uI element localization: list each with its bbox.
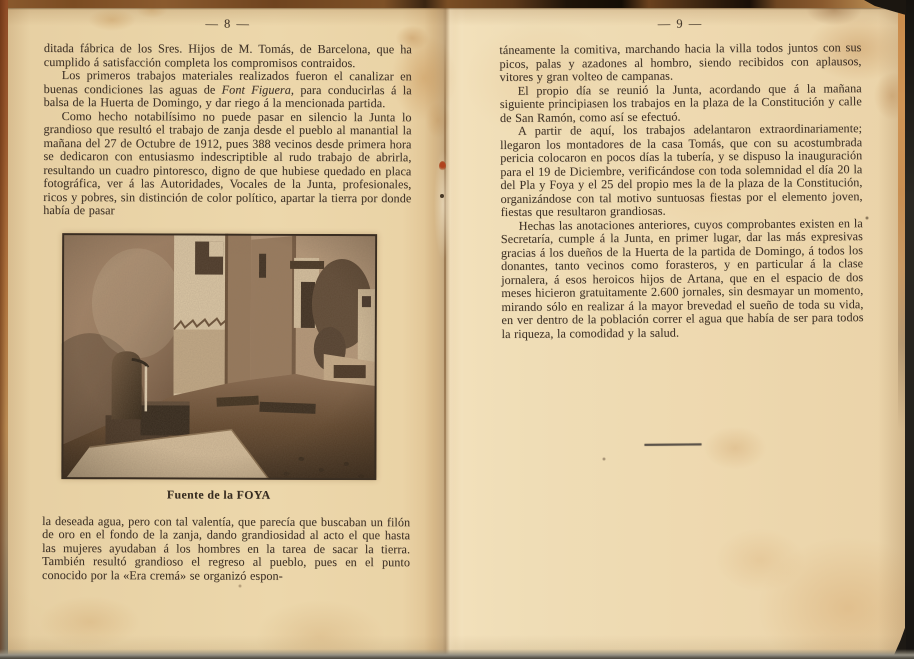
paragraph: Hechas las anotaciones anteriores, cuyos comprobantes existen en la Secretaría, cumple á la Junta, en primer lugar, dar las más expresivas gracias á los dueños de la Huerta de la partida de Domingo, á todos los donantes, tanto vecinos como forasteros, y en particular á la clase jornalera, á esos heroicos hijos de Artana, que en el espacio de dos meses hicieron gratuitamente 2.600 jornales, sin desmayar un momento, mirando sólo en realizar á la mayor brevedad el sueño de toda su vida, en ver dentro de la población correr el agua que había de ser para todos la riqueza, la comodidad y la salud. (500, 215, 864, 341)
paragraph (44, 69, 412, 111)
page-number-left: — 8 — (205, 16, 251, 31)
section-divider-rule (644, 443, 701, 445)
scan-edge-bottom (0, 649, 914, 659)
rust-speck (439, 161, 446, 171)
photo-fuente-de-la-foya (61, 233, 377, 480)
paragraph-text: Los primeros trabajos materiales realizados fueron el canalizar en buenas condiciones las aguas de (43, 68, 412, 97)
paragraph-italic-text: Font Figuera (221, 82, 291, 97)
photo-illustration (61, 233, 377, 480)
paragraph: ditada fábrica de los Sres. Hijos de M. Tomás, de Barcelona, que ha cumplido á satisfacción completa los compromisos contraidos. (43, 40, 412, 70)
photo-caption: Fuente de la FOYA (166, 486, 271, 502)
left-page (42, 0, 412, 583)
paragraph: táneamente la comitiva, marchando hacia la villa todos juntos con sus picos, palas y azadones al hombro, siendo recibidos con aplausos, vitores y gran volteo de campanas. (499, 40, 862, 84)
paragraph: la deseada agua, pero con tal valentía, que parecía que buscaban un filón de oro en el fondo de la zanja, dando grandiosidad al acto el que hasta las mujeres ayudaban á los hombres en la tarea de sacar la tierra. También resultó grandioso el regreso al pueblo, pues en el punto conocido por la «Era cremá» se organizó espon- (41, 513, 411, 583)
paragraph-text: , para conducirlas á la balsa de la Huerta de Domingo, y dar riego á la mencionada partida. (43, 82, 412, 111)
scan-edge-right (905, 0, 914, 659)
right-page (499, 0, 864, 447)
binding-edge-top (0, 0, 914, 8)
page-edge-left (0, 0, 8, 659)
crease-line (444, 36, 446, 624)
paragraph: El propio día se reunió la Junta, acordando que á la mañana siguiente principiasen los trabajos en la plaza de la Constitución y calle de San Ramón, como así se efectuó. (499, 80, 862, 125)
paragraph: Como hecho notabilísimo no puede pasar en silencio la Junta lo grandioso que resultó el trabajo de zanja desde el pueblo al manantial la mañana del 27 de Octubre de 1912, pues 388 vecinos desde primera hora se dedicaron con entusiasmo indescriptible al rudo trabajo de abrirla, resultando un cuadro pintoresco, digno de que hubiese quedado en placa fotográfica, ver á las Autoridades, Vocales de la Junta, profesionales, ricos y pobres, sin distinción de color político, apartar la tierra por donde había de pasar (43, 108, 412, 218)
page-number-right: — 9 — (657, 16, 703, 31)
paragraph: A partir de aquí, los trabajos adelantaron extraordinariamente; llegaron los montadores de la casa Tomás, que con su acostumbrada pericia colocaron en pocos días la tubería, y se dispuso la inauguración para el 19 de Diciembre, verificándose con toda solemnidad el día 20 la del Pla y Foya y el 25 del propio mes la de la plaza de la Constitución, organizándose con tal motivo suntuosas fiestas por el elemento joven, fiestas que resultaron grandiosas. (500, 121, 863, 219)
ink-speck (440, 194, 444, 198)
